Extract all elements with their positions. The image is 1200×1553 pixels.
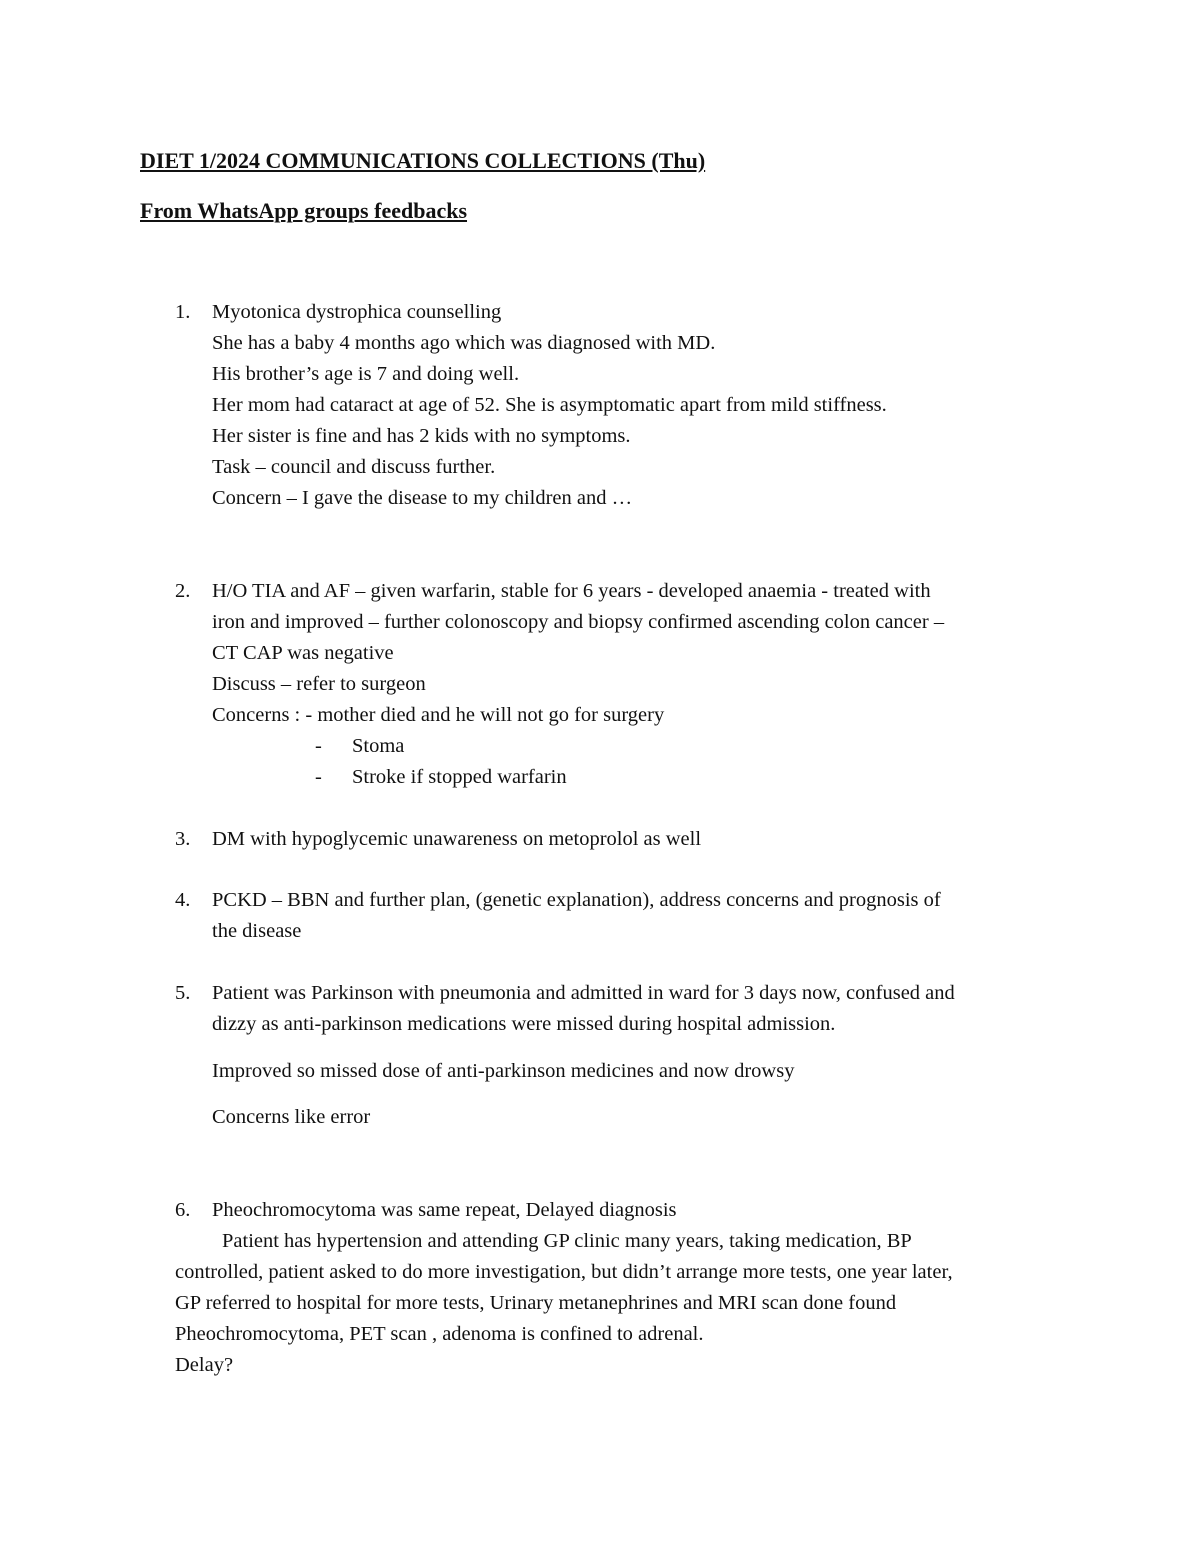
item-4-line-2: the disease [212,920,302,942]
item-2-line-3: CT CAP was negative [212,642,394,664]
item-4-line-1: PCKD – BBN and further plan, (genetic explanation), address concerns and prognosis of [212,889,941,911]
item-5-line-4: Concerns like error [212,1106,371,1128]
item-1-line-1: Myotonica dystrophica counselling [212,301,502,323]
item-3-number: 3. [175,828,191,850]
item-5-line-1: Patient was Parkinson with pneumonia and admitted in ward for 3 days now, confused and [212,982,955,1004]
item-1-line-6: Task – council and discuss further. [212,456,496,478]
item-2-line-1: H/O TIA and AF – given warfarin, stable for 6 years - developed anaemia - treated with [212,580,931,602]
item-6-line-2: Patient has hypertension and attending GP clinic many years, taking medication, BP [222,1230,912,1252]
item-1-line-5: Her sister is fine and has 2 kids with no symptoms. [212,425,631,447]
item-2-number: 2. [175,580,191,602]
item-6-number: 6. [175,1199,191,1221]
item-1-line-7: Concern – I gave the disease to my children and … [212,487,633,509]
document-title: DIET 1/2024 COMMUNICATIONS COLLECTIONS (Thu) [140,148,706,173]
item-2-sub-dash-1: - [315,735,322,757]
item-5-line-3: Improved so missed dose of anti-parkinson medicines and now drowsy [212,1060,795,1082]
item-1-line-4: Her mom had cataract at age of 52. She is asymptomatic apart from mild stiffness. [212,394,887,416]
item-3-line-1: DM with hypoglycemic unawareness on metoprolol as well [212,828,702,850]
item-1-line-2: She has a baby 4 months ago which was diagnosed with MD. [212,332,716,354]
item-4-number: 4. [175,889,191,911]
item-2-sub-dash-2: - [315,766,322,788]
document-subtitle: From WhatsApp groups feedbacks [140,198,468,223]
item-1-line-3: His brother’s age is 7 and doing well. [212,363,520,385]
item-5-number: 5. [175,982,191,1004]
item-2-sub-item-1: Stoma [352,735,405,757]
item-2-line-2: iron and improved – further colonoscopy and biopsy confirmed ascending colon cancer – [212,611,945,633]
item-6-line-6: Delay? [175,1354,234,1376]
item-2-line-5: Concerns : - mother died and he will not go for surgery [212,704,665,726]
item-2-line-4: Discuss – refer to surgeon [212,673,426,695]
item-6-line-1: Pheochromocytoma was same repeat, Delayed diagnosis [212,1199,677,1221]
item-6-line-4: GP referred to hospital for more tests, Urinary metanephrines and MRI scan done found [175,1292,897,1314]
item-5-line-2: dizzy as anti-parkinson medications were missed during hospital admission. [212,1013,836,1035]
item-2-sub-item-2: Stroke if stopped warfarin [352,766,567,788]
item-6-line-3: controlled, patient asked to do more investigation, but didn’t arrange more tests, one year later, [175,1261,953,1283]
item-6-line-5: Pheochromocytoma, PET scan , adenoma is confined to adrenal. [175,1323,704,1345]
item-1-number: 1. [175,301,191,323]
